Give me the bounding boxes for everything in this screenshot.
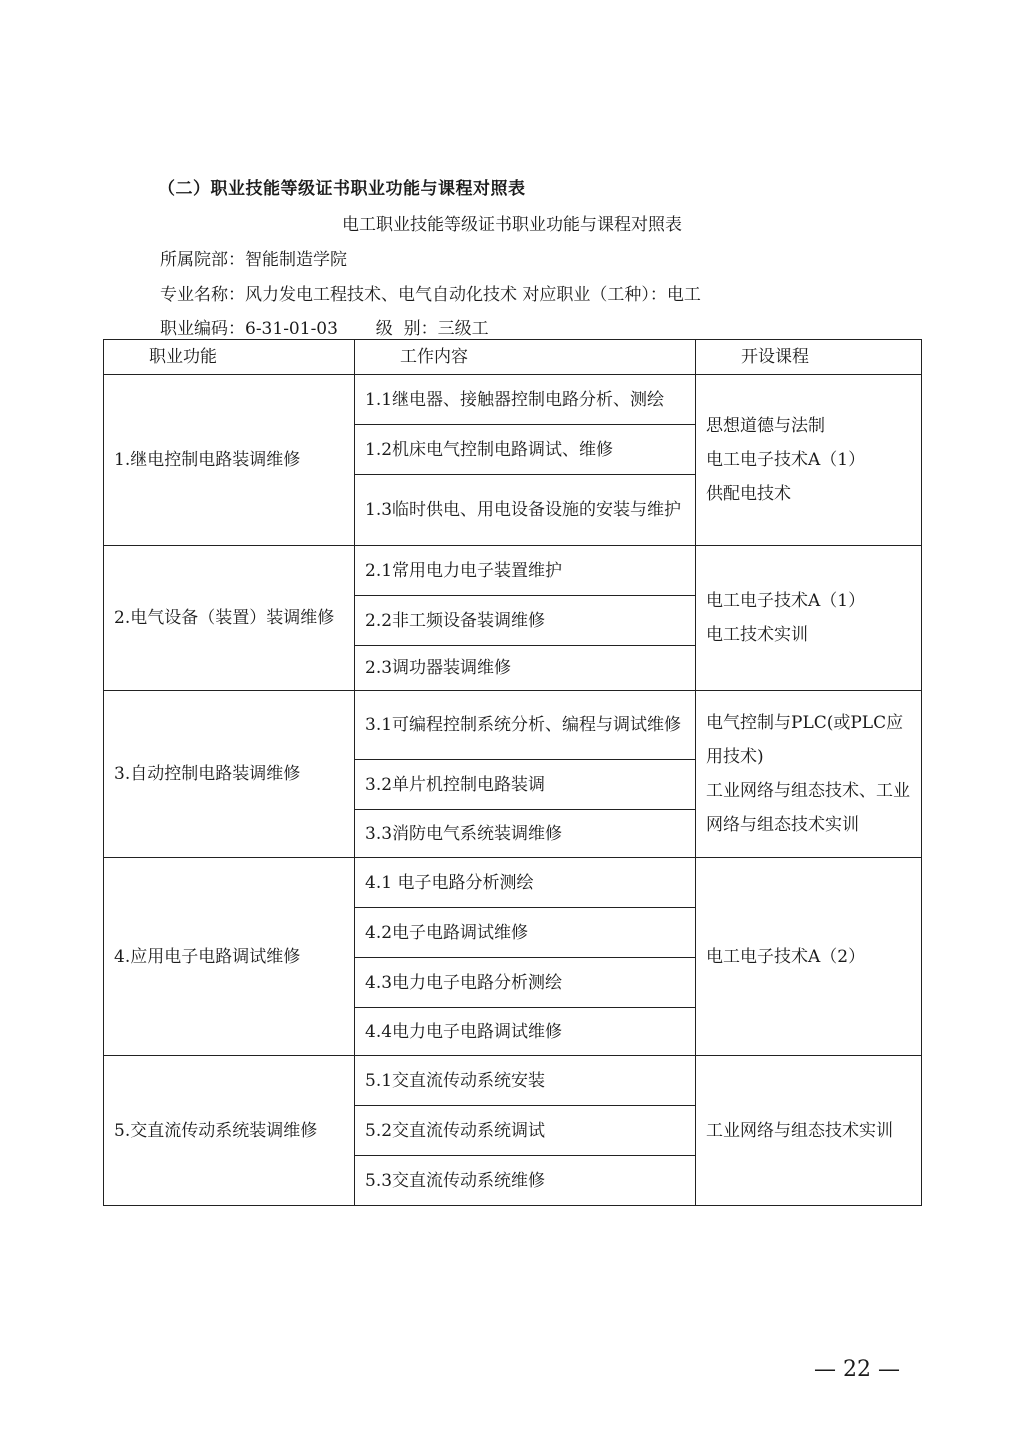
task-cell: 4.4电力电子电路调试维修 bbox=[355, 1008, 696, 1056]
table-row bbox=[104, 375, 922, 425]
courses-cell: 电工电子技术A（1） 电工技术实训 bbox=[696, 546, 922, 691]
function-cell: 5.交直流传动系统装调维修 bbox=[104, 1056, 355, 1206]
function-course-table bbox=[103, 339, 922, 1206]
table-row bbox=[104, 1056, 922, 1106]
courses-cell: 工业网络与组态技术实训 bbox=[696, 1056, 922, 1206]
page-number: — 22 — bbox=[814, 1357, 900, 1382]
header-work-content: 工作内容 bbox=[355, 340, 696, 375]
task-cell: 1.3临时供电、用电设备设施的安装与维护 bbox=[355, 475, 696, 546]
section-heading: （二）职业技能等级证书职业功能与课程对照表 bbox=[158, 179, 526, 199]
courses-cell: 电气控制与PLC(或PLC应用技术) 工业网络与组态技术、工业网络与组态技术实训 bbox=[696, 691, 922, 858]
task-cell: 3.3消防电气系统装调维修 bbox=[355, 810, 696, 858]
meta-major: 专业名称：风力发电工程技术、电气自动化技术 对应职业（工种）：电工 bbox=[160, 285, 701, 305]
task-cell: 5.3交直流传动系统维修 bbox=[355, 1156, 696, 1206]
function-cell: 1.继电控制电路装调维修 bbox=[104, 375, 355, 546]
table-row bbox=[104, 858, 922, 908]
table-title: 电工职业技能等级证书职业功能与课程对照表 bbox=[342, 215, 682, 235]
task-cell: 1.2机床电气控制电路调试、维修 bbox=[355, 425, 696, 475]
meta-occupation-code: 职业编码：6-31-01-03 级 别：三级工 bbox=[160, 319, 489, 339]
header-courses: 开设课程 bbox=[696, 340, 922, 375]
task-cell: 2.2非工频设备装调维修 bbox=[355, 596, 696, 646]
task-cell: 5.2交直流传动系统调试 bbox=[355, 1106, 696, 1156]
task-cell: 1.1继电器、接触器控制电路分析、测绘 bbox=[355, 375, 696, 425]
courses-cell: 电工电子技术A（2） bbox=[696, 858, 922, 1056]
meta-department: 所属院部：智能制造学院 bbox=[160, 250, 347, 270]
function-cell: 2.电气设备（装置）装调维修 bbox=[104, 546, 355, 691]
table-header-row bbox=[104, 340, 922, 375]
function-cell: 3.自动控制电路装调维修 bbox=[104, 691, 355, 858]
task-cell: 2.1常用电力电子装置维护 bbox=[355, 546, 696, 596]
task-cell: 2.3调功器装调维修 bbox=[355, 646, 696, 691]
table-row bbox=[104, 546, 922, 596]
task-cell: 3.1可编程控制系统分析、编程与调试维修 bbox=[355, 691, 696, 760]
header-function: 职业功能 bbox=[104, 340, 355, 375]
courses-cell: 思想道德与法制 电工电子技术A（1） 供配电技术 bbox=[696, 375, 922, 546]
task-cell: 4.2电子电路调试维修 bbox=[355, 908, 696, 958]
task-cell: 5.1交直流传动系统安装 bbox=[355, 1056, 696, 1106]
table-row bbox=[104, 691, 922, 760]
task-cell: 3.2单片机控制电路装调 bbox=[355, 760, 696, 810]
task-cell: 4.1 电子电路分析测绘 bbox=[355, 858, 696, 908]
function-cell: 4.应用电子电路调试维修 bbox=[104, 858, 355, 1056]
task-cell: 4.3电力电子电路分析测绘 bbox=[355, 958, 696, 1008]
